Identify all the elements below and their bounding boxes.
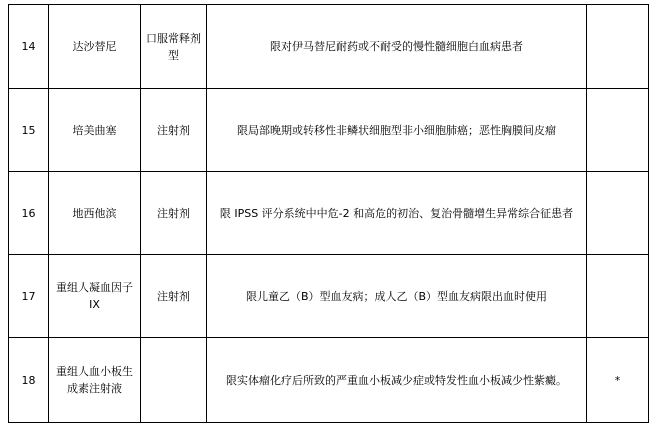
drug-name: 地西他滨	[49, 172, 141, 255]
drug-name: 重组人血小板生成素注射液	[49, 338, 141, 423]
dosage-form: 注射剂	[141, 255, 207, 338]
restriction-text: 限 IPSS 评分系统中中危-2 和高危的初治、复治骨髓增生异常综合征患者	[207, 172, 587, 255]
table-row	[9, 89, 649, 172]
restriction-text: 限局部晚期或转移性非鳞状细胞型非小细胞肺癌；恶性胸膜间皮瘤	[207, 89, 587, 172]
row-number: 15	[9, 89, 49, 172]
dosage-form: 注射剂	[141, 172, 207, 255]
restriction-text: 限实体瘤化疗后所致的严重血小板减少症或特发性血小板减少性紫癜。	[207, 338, 587, 423]
drug-table	[8, 4, 649, 423]
restriction-text: 限儿童乙（B）型血友病；成人乙（B）型血友病限出血时使用	[207, 255, 587, 338]
table-row	[9, 255, 649, 338]
dosage-form: 注射剂	[141, 89, 207, 172]
row-number: 16	[9, 172, 49, 255]
note-cell	[587, 255, 649, 338]
dosage-form	[141, 338, 207, 423]
row-number: 18	[9, 338, 49, 423]
dosage-form: 口服常释剂型	[141, 5, 207, 89]
row-number: 14	[9, 5, 49, 89]
drug-name: 重组人凝血因子 IX	[49, 255, 141, 338]
note-cell: *	[587, 338, 649, 423]
table-row	[9, 5, 649, 89]
table-row	[9, 338, 649, 423]
table-row	[9, 172, 649, 255]
restriction-text: 限对伊马替尼耐药或不耐受的慢性髓细胞白血病患者	[207, 5, 587, 89]
drug-name: 达沙替尼	[49, 5, 141, 89]
drug-name: 培美曲塞	[49, 89, 141, 172]
row-number: 17	[9, 255, 49, 338]
note-cell	[587, 89, 649, 172]
note-cell	[587, 172, 649, 255]
note-cell	[587, 5, 649, 89]
